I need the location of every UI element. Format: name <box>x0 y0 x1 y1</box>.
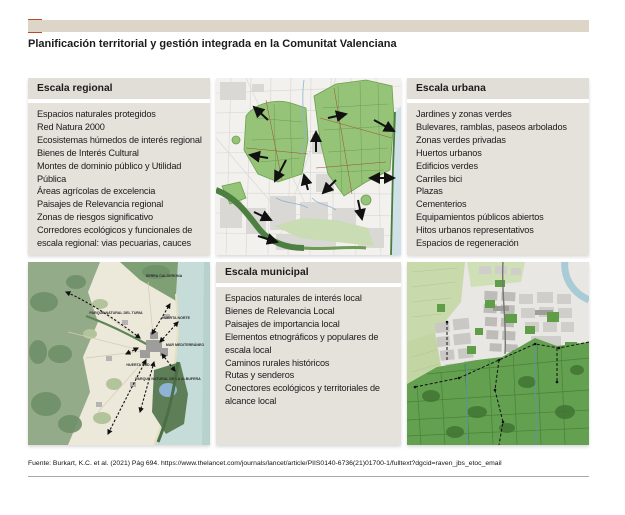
list-item: Espacios naturales de interés local <box>225 293 362 303</box>
label-parque-turia: PARQUE NATURAL DEL TURIA <box>89 311 143 315</box>
panel-escala-urbana <box>407 78 589 255</box>
list-item: Paisajes de Relevancia regional <box>37 199 164 210</box>
list-item: Ecosistemas húmedos de interés regional <box>37 134 202 145</box>
map-metropolitan-svg <box>216 78 401 255</box>
map-regional-svg <box>28 262 210 445</box>
panel-list-urbana <box>407 103 589 255</box>
list-item: Elementos etnográficos y populares de escala local <box>225 331 379 355</box>
map-municipal-svg <box>407 262 589 445</box>
list-item: Hitos urbanos representativos <box>416 225 534 236</box>
panel-list-municipal <box>216 287 401 445</box>
map-regional <box>28 262 210 445</box>
list-item: Edificios verdes <box>416 160 478 171</box>
list-item: Bienes de Relevancia Local <box>225 305 335 316</box>
list-item: Jardines y zonas verdes <box>416 109 512 119</box>
label-albufera: PARQUE NATURAL DE LA ALBUFERA <box>135 377 201 381</box>
panel-title-urbana: Escala urbana <box>407 78 589 99</box>
list-item: Cementerios <box>416 199 467 210</box>
list-item: Rutas y senderos <box>225 370 295 381</box>
map-metropolitan <box>216 78 401 255</box>
map-municipal <box>407 262 589 445</box>
list-item: Carriles bici <box>416 173 463 184</box>
panel-escala-regional <box>28 78 210 255</box>
panel-title-municipal: Escala municipal <box>216 262 401 283</box>
list-item: Zonas de riesgos significativo <box>37 212 154 223</box>
panel-list-regional <box>28 103 210 255</box>
list-item: Caminos rurales históricos <box>225 357 330 368</box>
list-item: Conectores ecológicos y territoriales de alcance local <box>225 383 380 407</box>
top-accent-bar <box>28 20 589 32</box>
label-serra-calderona: SERRA CALDERONA <box>145 274 183 278</box>
list-item: Montes de dominio público y Utilidad Pública <box>37 160 182 184</box>
list-item: Plazas <box>416 186 443 197</box>
source-citation: Fuente: Burkart, K.C. et al. (2021) Pág 694. https://www.thelancet.com/journals/lancet/article/PIIS0140-6736(21)01700-1/fulltext?dgcid=raven_jbs_etoc_email <box>28 460 502 467</box>
label-huerta-norte: HUERTA NORTE <box>161 316 191 320</box>
list-item: Corredores ecológicos y funcionales de escala regional: vias pecuarias, cauces <box>37 225 193 249</box>
list-item: Áreas agrícolas de excelencia <box>37 186 156 197</box>
panel-title-regional: Escala regional <box>28 78 210 99</box>
list-item: Espacios de regeneración <box>416 238 519 249</box>
label-huerta-sud: HUERTA SUD <box>126 363 150 367</box>
list-item: Bulevares, ramblas, paseos arbolados <box>416 121 567 132</box>
list-item: Zonas verdes privadas <box>416 134 506 145</box>
page-title: Planificación territorial y gestión integrada en la Comunitat Valenciana <box>28 38 397 50</box>
label-mar-mediterraneo: MAR MEDITERRÁNEO <box>165 343 205 347</box>
list-item: Equipamientos públicos abiertos <box>416 212 544 223</box>
panel-escala-municipal <box>216 262 401 445</box>
list-item: Bienes de Interés Cultural <box>37 147 139 158</box>
footer-rule <box>28 476 589 477</box>
list-item: Red Natura 2000 <box>37 121 105 132</box>
river-corridor-ext <box>304 247 366 248</box>
list-item: Espacios naturales protegidos <box>37 109 156 119</box>
list-item: Paisajes de importancia local <box>225 318 340 329</box>
list-item: Huertos urbanos <box>416 147 482 158</box>
